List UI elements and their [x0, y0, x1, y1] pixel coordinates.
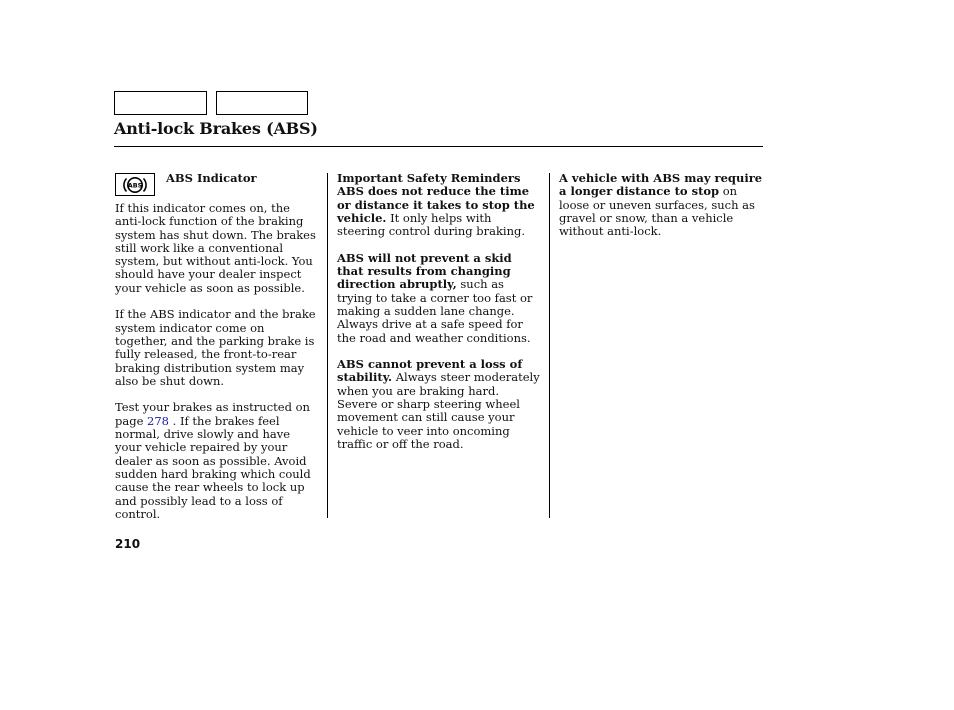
- section-heading: Important Safety Reminders: [337, 171, 521, 185]
- paragraph-text: Always steer moderately when you are braking hard. Severe or sharp steering wheel movement can still cause your vehicle to veer into oncoming traffic or off the road.: [337, 370, 540, 451]
- nav-button-index[interactable]: [216, 91, 308, 115]
- column-divider: [549, 173, 550, 518]
- page-reference-link[interactable]: 278: [147, 413, 169, 428]
- page-title: Anti-lock Brakes (ABS): [114, 119, 318, 138]
- paragraph-test-brakes: [115, 401, 319, 521]
- page-number: 210: [115, 537, 141, 551]
- paragraph: [337, 252, 541, 345]
- column-divider: [327, 173, 328, 518]
- paragraph: [337, 358, 541, 451]
- paragraph-text: on loose or uneven surfaces, such as gravel or snow, than a vehicle without anti-lock.: [559, 184, 755, 239]
- paragraph-text: such as trying to take a corner too fast or making a sudden lane change. Always drive at a safe speed for the road and weather conditions.: [337, 277, 533, 345]
- paragraph: [559, 172, 763, 238]
- nav-button-main-menu[interactable]: [114, 91, 207, 115]
- column-safety-reminders: [337, 172, 541, 451]
- section-heading: ABS Indicator: [166, 171, 257, 185]
- bold-statement: ABS cannot prevent a loss of stability.: [337, 357, 523, 385]
- paragraph: If this indicator comes on, the anti-lock function of the braking system has shut down. The brakes still work like a conventional system, but without anti-lock. You should have your dealer inspect your vehicle as soon as possible.: [115, 201, 316, 295]
- abs-icon-text: ABS: [127, 181, 143, 190]
- bold-statement: ABS will not prevent a skid that results from changing direction abruptly,: [337, 250, 512, 292]
- column-stopping-distance: [559, 172, 763, 238]
- abs-icon-frame: [115, 173, 155, 196]
- abs-indicator-heading-row: [115, 172, 319, 200]
- abs-warning-icon: [121, 175, 149, 195]
- paragraph-text: Test your brakes as instructed on page: [115, 400, 310, 428]
- bold-statement: A vehicle with ABS may require a longer distance to stop: [559, 171, 763, 199]
- title-divider: [114, 146, 763, 147]
- paragraph-text: It only helps with steering control during braking.: [337, 210, 526, 239]
- paragraph: [337, 185, 541, 238]
- paragraph: If the ABS indicator and the brake system indicator come on together, and the parking brake is fully released, the front-to-rear braking distribution system may also be shut down.: [115, 307, 316, 388]
- column-abs-indicator: [115, 172, 319, 521]
- paragraph-text: . If the brakes feel normal, drive slowly and have your vehicle repaired by your dealer as soon as possible. Avoid sudden hard braking which could cause the rear wheels to lock up and possibly lead to a loss of control.: [115, 413, 311, 521]
- bold-statement: ABS does not reduce the time or distance it takes to stop the vehicle.: [337, 184, 535, 225]
